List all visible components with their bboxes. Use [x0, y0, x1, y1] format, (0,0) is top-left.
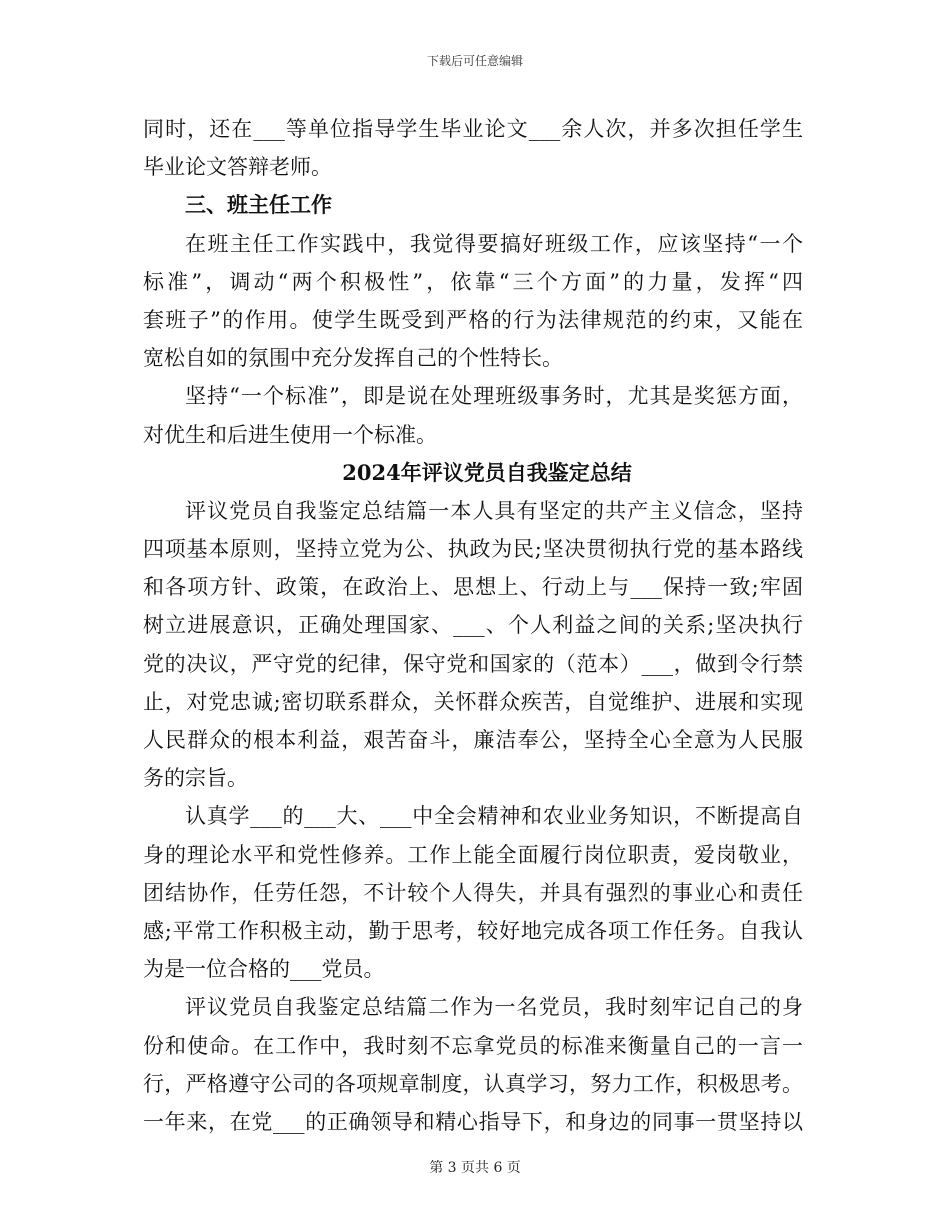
text-line: 务的宗旨。 — [143, 766, 248, 791]
text-line: 同时，还在___等单位指导学生毕业论文___余人次，并多次担任学生 — [143, 117, 803, 141]
text-line: 认真学___的___大、___中全会精神和农业业务知识，不断提高自 — [185, 804, 803, 829]
text-line: 党的决议，严守党的纪律，保守党和国家的（范本）___，做到令行禁 — [143, 651, 803, 676]
text-line: 宽松自如的氛围中充分发挥自己的个性特长。 — [143, 346, 563, 371]
text-line: 标准”，调动“两个积极性”，依靠“三个方面”的力量，发挥“四 — [143, 269, 803, 294]
text-line: 四项基本原则，坚持立党为公、执政为民;坚决贯彻执行党的基本路线 — [143, 537, 803, 562]
text-line: 身的理论水平和党性修养。工作上能全面履行岗位职责，爱岗敬业， — [143, 842, 803, 867]
text-line: 为是一位合格的___党员。 — [143, 957, 385, 982]
text-line: 套班子”的作用。使学生既受到严格的行为法律规范的约束，又能在 — [143, 307, 803, 332]
text-line: 和各项方针、政策，在政治上、思想上、行动上与___保持一致;牢固 — [143, 575, 803, 600]
text-line: 人民群众的根本利益，艰苦奋斗，廉洁奉公，坚持全心全意为人民服 — [143, 728, 803, 752]
text-line: 树立进展意识，正确处理国家、___、个人利益之间的关系;坚决执行 — [143, 613, 803, 638]
text-line: 止，对党忠诚;密切联系群众，关怀群众疾苦，自觉维护、进展和实现 — [143, 689, 803, 714]
text-line: 份和使命。在工作中，我时刻不忘拿党员的标准来衡量自己的一言一 — [143, 1033, 803, 1058]
page-header: 下载后可任意编辑 — [426, 54, 523, 68]
text-line: 感;平常工作积极主动，勤于思考，较好地完成各项工作任务。自我认 — [143, 918, 803, 943]
text-line: 一年来，在党___的正确领导和精心指导下，和身边的同事一贯坚持以 — [143, 1109, 803, 1134]
text-line: 坚持“一个标准”，即是说在处理班级事务时，尤其是奖惩方面， — [185, 384, 803, 409]
document-title: 2024年评议党员自我鉴定总结 — [342, 459, 632, 485]
document-body — [143, 110, 803, 1141]
text-line: 团结协作，任劳任怨，不计较个人得失，并具有强烈的事业心和责任 — [143, 880, 803, 905]
text-line: 毕业论文答辩老师。 — [143, 155, 332, 180]
section-heading: 三、班主任工作 — [185, 192, 332, 218]
page-footer: 第 3 页共 6 页 — [429, 1160, 521, 1176]
text-line: 在班主任工作实践中，我觉得要搞好班级工作，应该坚持“一个 — [185, 231, 803, 256]
text-line: 评议党员自我鉴定总结篇二作为一名党员，我时刻牢记自己的身 — [185, 995, 803, 1020]
text-line: 评议党员自我鉴定总结篇一本人具有坚定的共产主义信念，坚持 — [185, 498, 803, 523]
text-line: 对优生和后进生使用一个标准。 — [143, 422, 437, 447]
text-line: 行，严格遵守公司的各项规章制度，认真学习，努力工作，积极思考。 — [143, 1071, 803, 1096]
